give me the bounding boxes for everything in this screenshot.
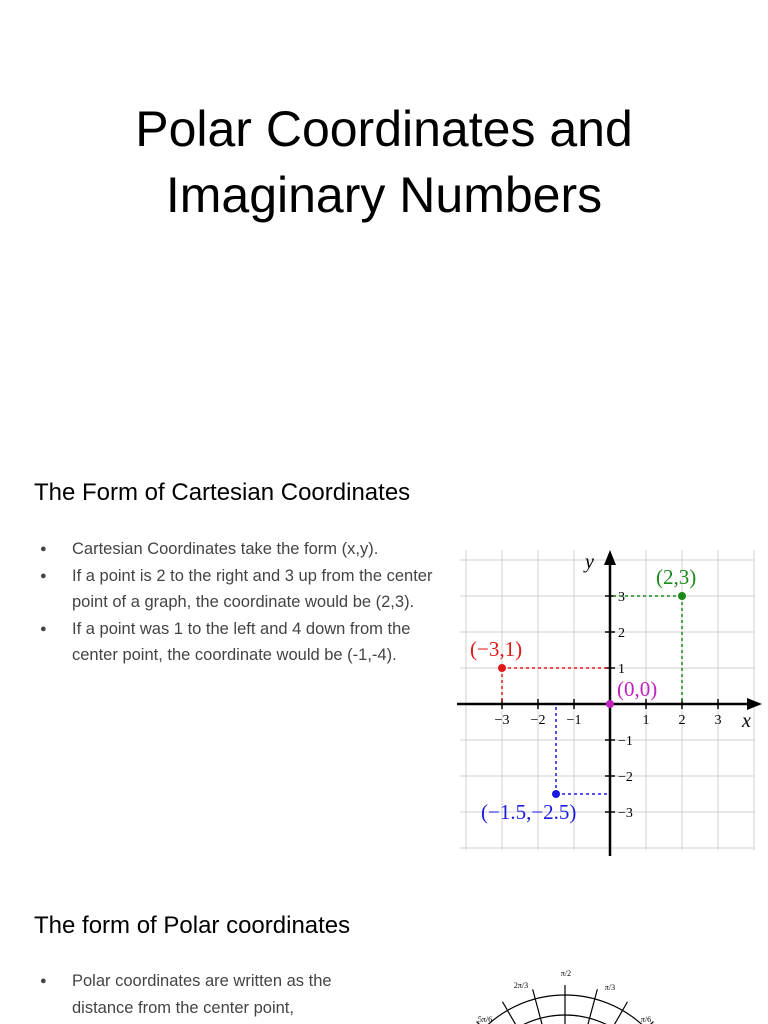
y-tick-label: −1 [618, 734, 633, 749]
point-label: (0,0) [617, 677, 658, 701]
x-axis-label: x [742, 710, 751, 732]
polar-angle-label: 2π/3 [513, 981, 529, 990]
list-item: ● If a point is 2 to the right and 3 up from the center point of a graph, the coordinate would be (2,3). [40, 563, 440, 616]
x-tick-label: 2 [678, 713, 686, 728]
y-tick-label: −2 [618, 770, 633, 785]
polar-spoke [533, 989, 555, 1024]
point-label: (−3,1) [470, 637, 523, 661]
point-label: (−1.5,−2.5) [481, 800, 577, 824]
section-heading-cartesian: The Form of Cartesian Coordinates [34, 479, 411, 506]
slide-title [0, 96, 768, 228]
x-tick-label: 3 [714, 713, 722, 728]
x-tick-label: 1 [642, 713, 650, 728]
point-label: (2,3) [656, 565, 697, 589]
polar-angle-label: 5π/6 [477, 1015, 493, 1024]
x-tick-label: −1 [566, 713, 582, 728]
y-tick-label: −3 [618, 806, 633, 821]
y-axis-label: y [585, 551, 594, 573]
y-tick-label: 3 [618, 590, 625, 605]
point-marker [606, 700, 614, 708]
y-tick-label: 2 [618, 626, 625, 641]
slide-title-line1: Polar Coordinates and [135, 101, 633, 157]
list-item: ● Cartesian Coordinates take the form (x,y). [40, 536, 440, 563]
list-item: ● If a point was 1 to the left and 4 down from the center point, the coordinate would be (-1,-4). [40, 616, 440, 669]
x-tick-label: −2 [530, 713, 546, 728]
point-marker [552, 790, 560, 798]
cartesian-points [470, 565, 696, 824]
slide-title-line2: Imaginary Numbers [165, 167, 603, 223]
polar-plot [470, 960, 720, 1024]
polar-angle-label: π/3 [604, 983, 616, 992]
polar-angle-label: π/6 [640, 1015, 652, 1024]
cartesian-plot [455, 540, 768, 860]
section-heading-polar: The form of Polar coordinates [34, 912, 351, 939]
y-tick-label: 1 [618, 662, 625, 677]
cartesian-bullet-list [40, 536, 440, 669]
point-marker [498, 664, 506, 672]
list-item: ● Polar coordinates are written as the distance from the center point, [40, 968, 380, 1021]
x-tick-label: −3 [494, 713, 510, 728]
polar-spoke [575, 989, 597, 1024]
polar-grid [470, 969, 680, 1024]
polar-bullet-list [40, 968, 380, 1021]
point-marker [678, 592, 686, 600]
polar-angle-label: π/2 [560, 969, 572, 978]
y-axis-arrow-icon [604, 550, 616, 565]
